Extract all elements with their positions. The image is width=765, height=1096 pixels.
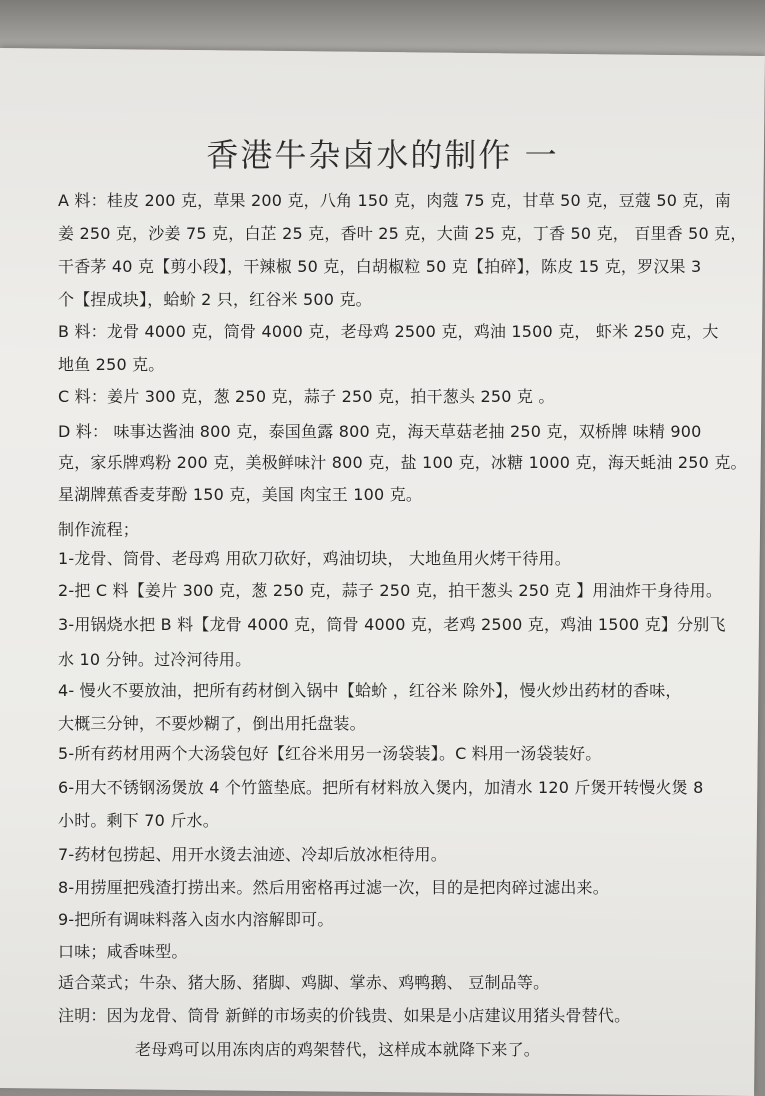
step-line: 4- 慢火不要放油，把所有药材倒入锅中【蛤蚧 ，红谷米 除外】，慢火炒出药材的香味， — [58, 681, 682, 700]
note-line: 老母鸡可以用冻肉店的鸡架替代，这样成本就降下来了。 — [135, 1040, 541, 1059]
text-line: 姜 250 克，沙姜 75 克，白芷 25 克，香叶 25 克，大茴 25 克，丁香 50 克， 百里香 50 克， — [58, 224, 747, 243]
text-line: 干香茅 40 克【剪小段】，干辣椒 50 克，白胡椒粒 50 克【拍碎】，陈皮 15 克，罗汉果 3 — [58, 257, 702, 276]
text-line: B 料：龙骨 4000 克，筒骨 4000 克，老母鸡 2500 克，鸡油 1500 克， 虾米 250 克，大 — [58, 322, 719, 341]
note-line: 注明：因为龙骨、筒骨 新鲜的市场卖的价钱贵、如果是小店建议用猪头骨替代。 — [58, 1006, 631, 1025]
step-line: 6-用大不锈钢汤煲放 4 个竹篮垫底。把所有材料放入煲内，加清水 120 斤煲开转慢火煲 8 — [58, 778, 704, 797]
text-line: 星湖牌蕉香麦芽酚 150 克，美国 肉宝王 100 克。 — [58, 485, 423, 504]
text-line: 克，家乐牌鸡粉 200 克，美极鲜味汁 800 克，盐 100 克，冰糖 1000 克，海天蚝油 250 克。 — [58, 453, 747, 472]
text-line: D 料： 味事达酱油 800 克，泰国鱼露 800 克，海天草菇老抽 250 克，双桥牌 味精 900 — [58, 422, 702, 441]
text-line: 地鱼 250 克。 — [58, 355, 165, 374]
section-heading: 制作流程； — [58, 520, 140, 539]
taste-line: 口味；咸香味型。 — [58, 942, 188, 961]
step-line: 3-用锅烧水把 B 料【龙骨 4000 克，筒骨 4000 克，老鸡 2500 克，鸡油 1500 克】分别飞 — [58, 615, 726, 634]
step-line: 7-药材包捞起、用开水烫去油迹、冷却后放冰柜待用。 — [58, 845, 447, 864]
text-line: 个【捏成块】，蛤蚧 2 只，红谷米 500 克。 — [58, 290, 372, 309]
step-line: 9-把所有调味料落入卤水内溶解即可。 — [58, 910, 334, 929]
step-line: 2-把 C 料【姜片 300 克，葱 250 克，蒜子 250 克，拍干葱头 250 克 】用油炸干身待用。 — [58, 581, 723, 600]
step-line: 大概三分钟，不要炒糊了，倒出用托盘装。 — [58, 714, 366, 733]
step-line: 水 10 分钟。过冷河待用。 — [58, 650, 252, 669]
document-title: 香港牛杂卤水的制作 一 — [206, 136, 559, 174]
text-line: C 料：姜片 300 克，葱 250 克，蒜子 250 克，拍干葱头 250 克 。 — [58, 387, 555, 406]
step-line: 1-龙骨、筒骨、老母鸡 用砍刀砍好，鸡油切块， 大地鱼用火烤干待用。 — [58, 549, 571, 568]
dishes-line: 适合菜式；牛杂、猪大肠、猪脚、鸡脚、掌赤、鸡鸭鹅、 豆制品等。 — [58, 973, 550, 992]
step-line: 8-用捞厘把残渣打捞出来。然后用密格再过滤一次，目的是把肉碎过滤出来。 — [58, 878, 609, 897]
step-line: 5-所有药材用两个大汤袋包好【红谷米用另一汤袋装】。C 料用一汤袋装好。 — [58, 744, 602, 763]
text-line: A 料：桂皮 200 克，草果 200 克，八角 150 克，肉蔻 75 克，甘草 50 克，豆蔻 50 克，南 — [58, 191, 731, 210]
step-line: 小时。剩下 70 斤水。 — [58, 811, 219, 830]
